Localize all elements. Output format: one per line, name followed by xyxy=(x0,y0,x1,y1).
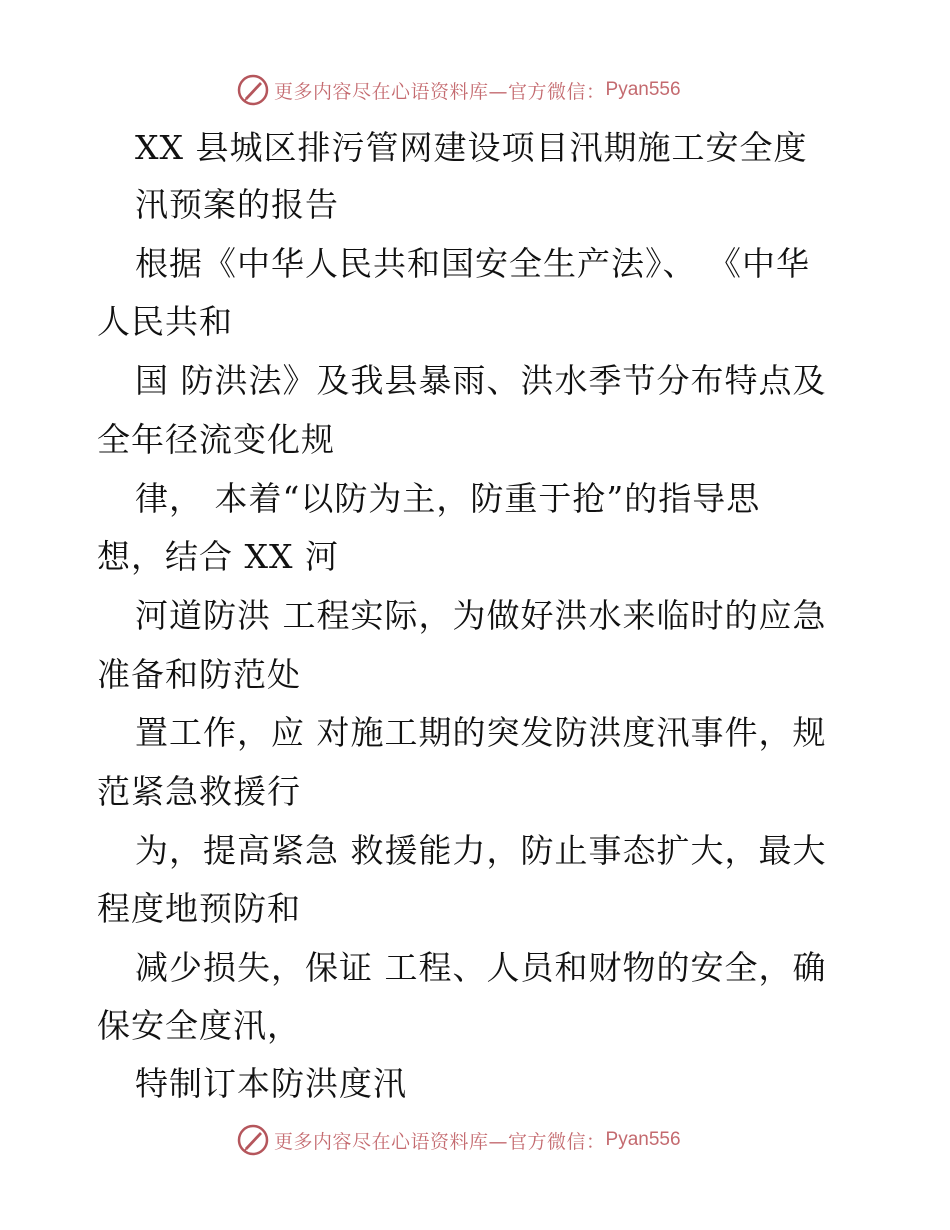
quill-logo-icon xyxy=(236,1123,270,1157)
doc-line: 根据《中华人民共和国安全生产法》、 《中华 xyxy=(135,244,810,283)
doc-title-line-2: 汛预案的报告 xyxy=(135,185,339,224)
quill-logo-icon xyxy=(236,73,270,107)
doc-line: 律， 本着“以防为主，防重于抢”的指导思 xyxy=(135,479,761,518)
doc-title-line-1: XX 县城区排污管网建设项目汛期施工安全度 xyxy=(135,128,808,167)
doc-line: 河道防洪 工程实际，为做好洪水来临时的应急 xyxy=(135,596,827,635)
watermark-text: 更多内容尽在心语资料库—官方微信： xyxy=(274,80,606,103)
watermark-wechat-id: Pyan556 xyxy=(605,1129,681,1150)
watermark-header xyxy=(236,73,681,107)
doc-line: 准备和防范处 xyxy=(97,655,301,694)
watermark-text: 更多内容尽在心语资料库—官方微信： xyxy=(274,1130,606,1153)
doc-line: 范紧急救援行 xyxy=(97,772,301,811)
doc-line: 想，结合 XX 河 xyxy=(97,537,339,576)
doc-line: 为，提高紧急 救援能力，防止事态扩大，最大 xyxy=(135,831,827,870)
doc-line: 保安全度汛， xyxy=(97,1006,301,1045)
watermark-wechat-id: Pyan556 xyxy=(605,79,681,100)
doc-line: 人民共和 xyxy=(97,302,233,341)
doc-line: 特制订本防洪度汛 xyxy=(135,1064,407,1103)
doc-line: 国 防洪法》及我县暴雨、洪水季节分布特点及 xyxy=(135,361,827,400)
doc-line: 置工作，应 对施工期的突发防洪度汛事件，规 xyxy=(135,713,827,752)
doc-line: 程度地预防和 xyxy=(97,889,301,928)
doc-line: 全年径流变化规 xyxy=(97,420,335,459)
doc-line: 减少损失，保证 工程、人员和财物的安全，确 xyxy=(135,948,827,987)
watermark-footer xyxy=(236,1123,681,1157)
